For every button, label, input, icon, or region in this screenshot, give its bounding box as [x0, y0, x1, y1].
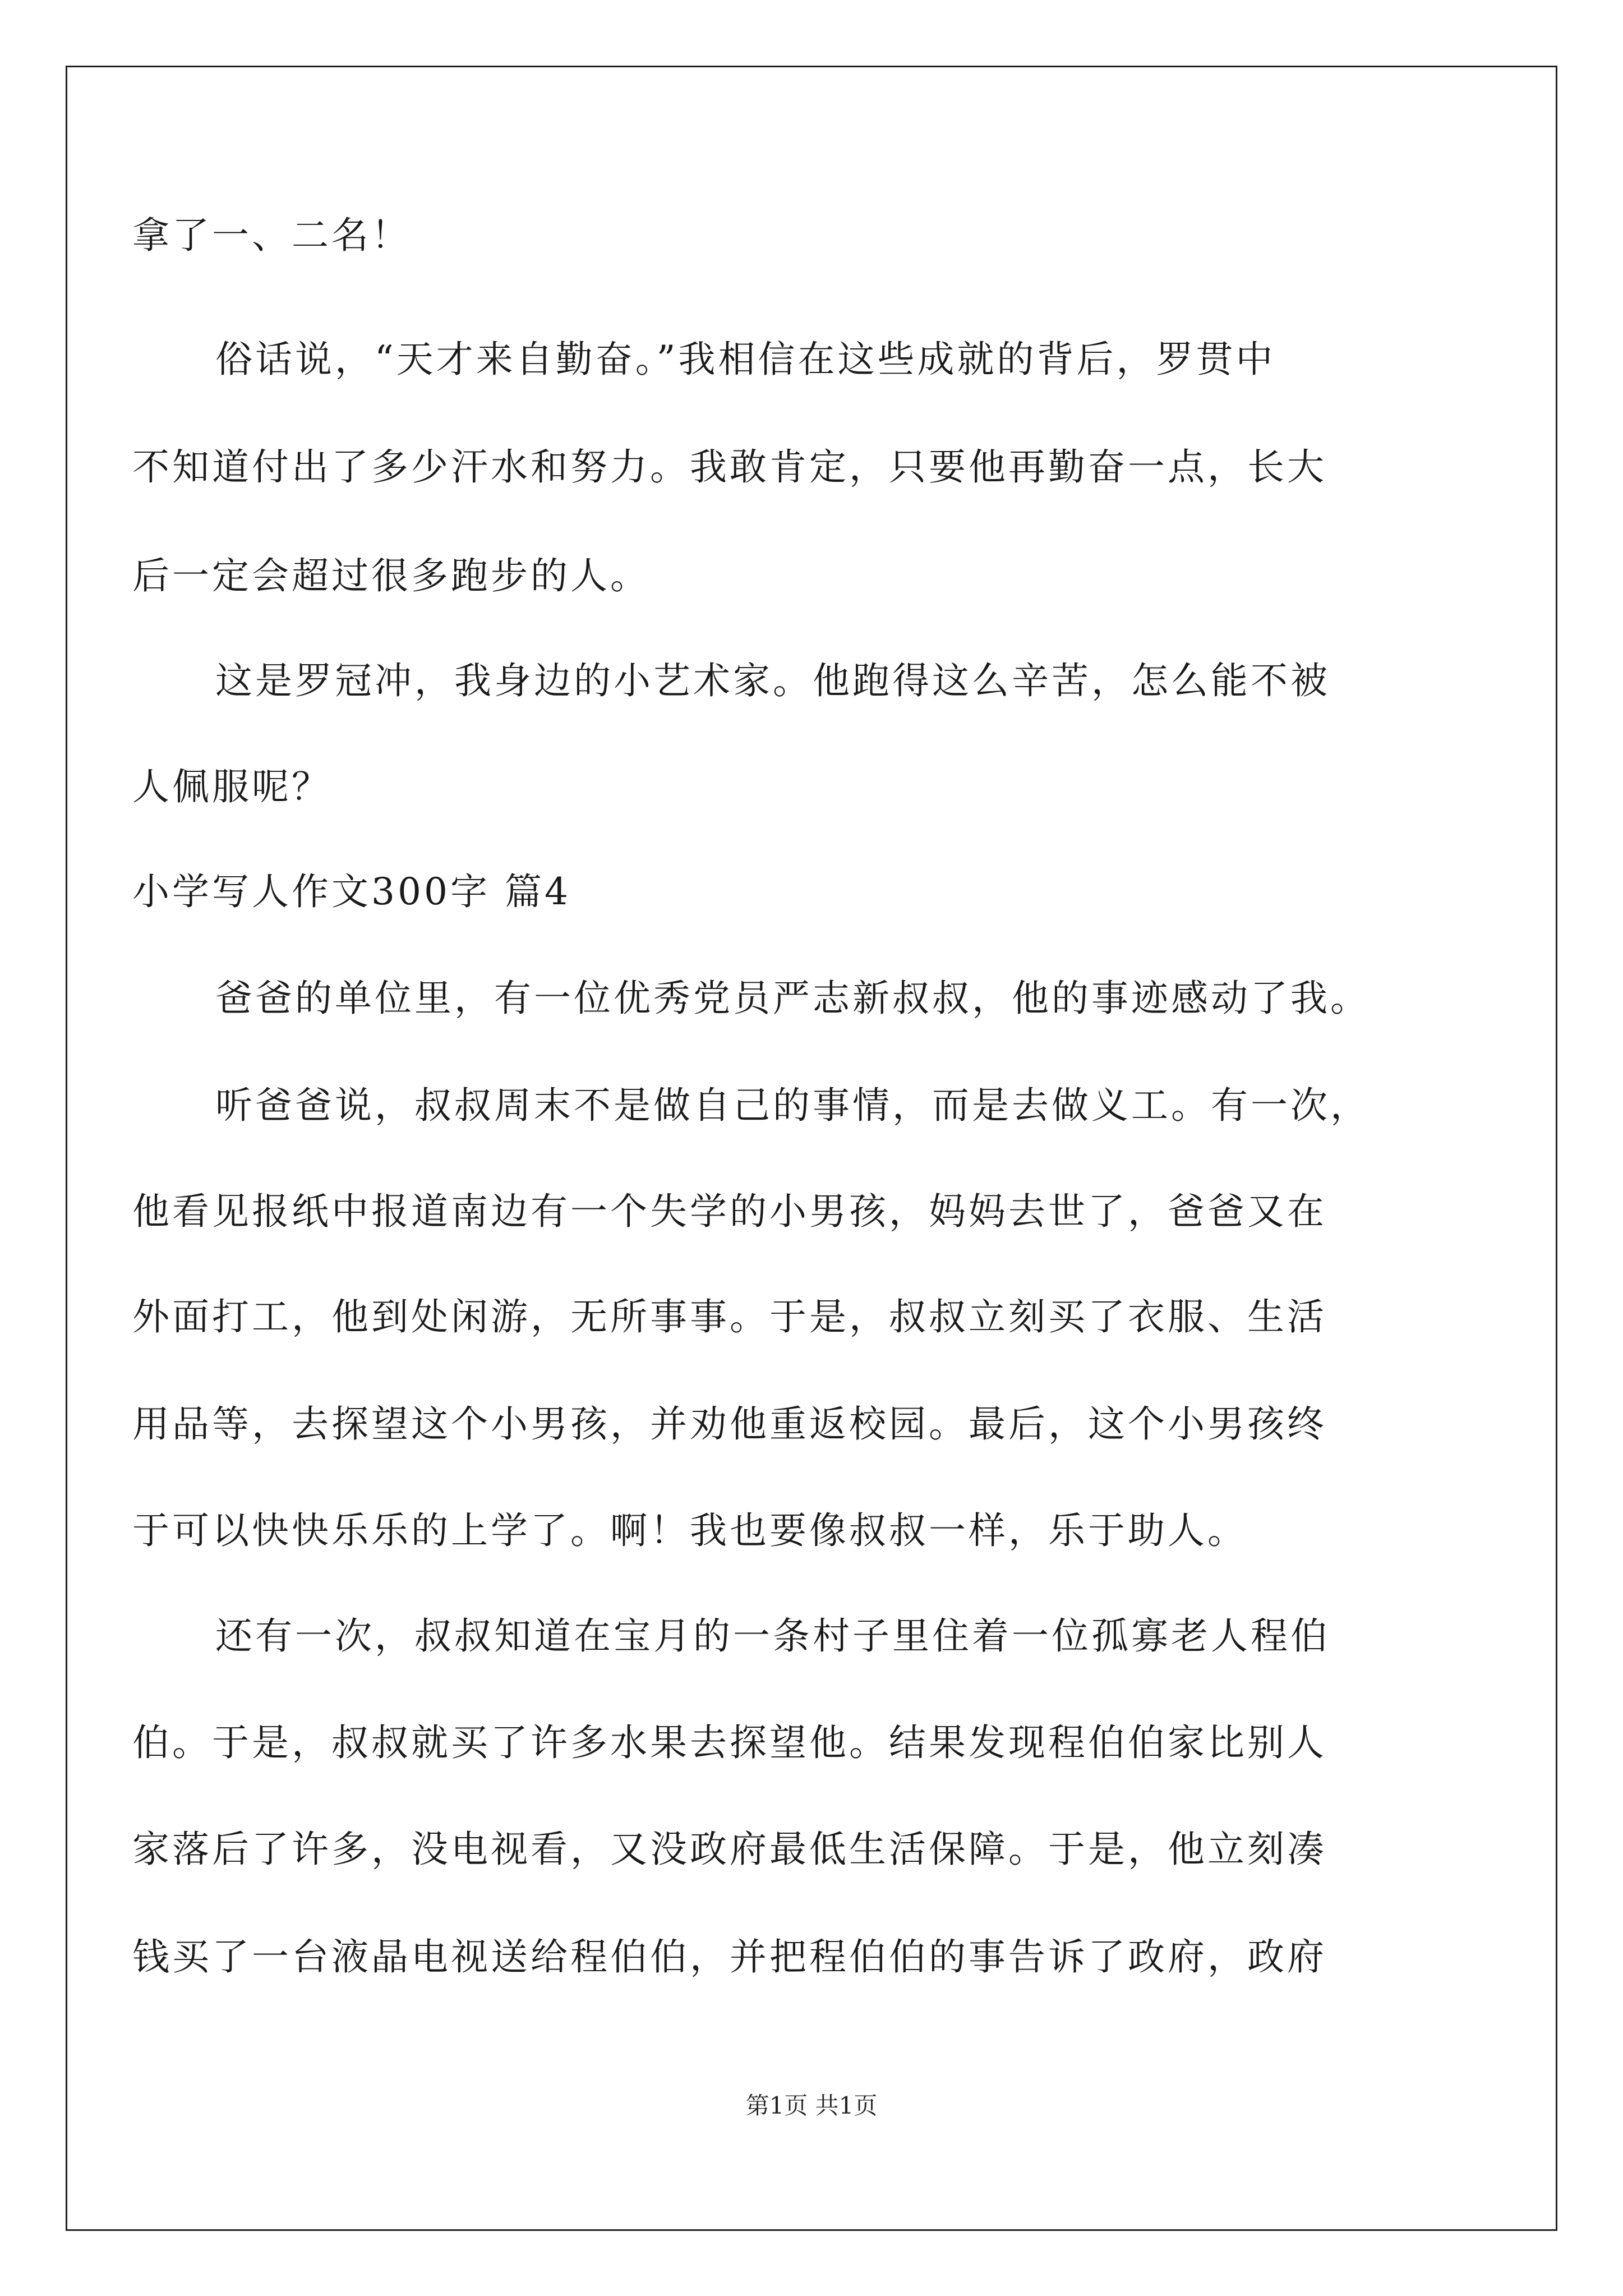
paragraph-start-line: 这是罗冠冲，我身边的小艺术家。他跑得这么辛苦，怎么能不被	[215, 659, 1330, 702]
page-number-footer: 第1页 共1页	[745, 2092, 878, 2119]
text-line: 后一定会超过很多跑步的人。	[132, 554, 650, 597]
paragraph-start-line: 还有一次，叔叔知道在宝月的一条村子里住着一位孤寡老人程伯	[215, 1614, 1330, 1658]
paragraph-start-line: 爸爸的单位里，有一位优秀党员严志新叔叔，他的事迹感动了我。	[215, 977, 1370, 1020]
text-line: 不知道付出了多少汗水和努力。我敢肯定，只要他再勤奋一点，长大	[132, 445, 1327, 489]
page-border	[66, 66, 1557, 2231]
paragraph-start-line: 俗话说，“天才来自勤奋。”我相信在这些成就的背后，罗贯中	[215, 338, 1276, 381]
text-line: 他看见报纸中报道南边有一个失学的小男孩，妈妈去世了，爸爸又在	[132, 1190, 1327, 1233]
text-line: 家落后了许多，没电视看，又没政府最低生活保障。于是，他立刻凑	[132, 1828, 1327, 1871]
text-line: 于可以快快乐乐的上学了。啊！我也要像叔叔一样，乐于助人。	[132, 1509, 1247, 1552]
text-line: 外面打工，他到处闲游，无所事事。于是，叔叔立刻买了衣服、生活	[132, 1295, 1327, 1338]
text-line: 用品等，去探望这个小男孩，并劝他重返校园。最后，这个小男孩终	[132, 1402, 1327, 1446]
section-heading: 小学写人作文300字 篇4	[132, 870, 571, 913]
text-line: 拿了一、二名！	[132, 214, 411, 257]
paragraph-start-line: 听爸爸说，叔叔周末不是做自己的事情，而是去做义工。有一次，	[215, 1084, 1370, 1127]
text-line: 人佩服呢？	[132, 765, 331, 808]
text-line: 钱买了一台液晶电视送给程伯伯，并把程伯伯的事告诉了政府，政府	[132, 1935, 1327, 1978]
text-line: 伯。于是，叔叔就买了许多水果去探望他。结果发现程伯伯家比别人	[132, 1721, 1327, 1764]
